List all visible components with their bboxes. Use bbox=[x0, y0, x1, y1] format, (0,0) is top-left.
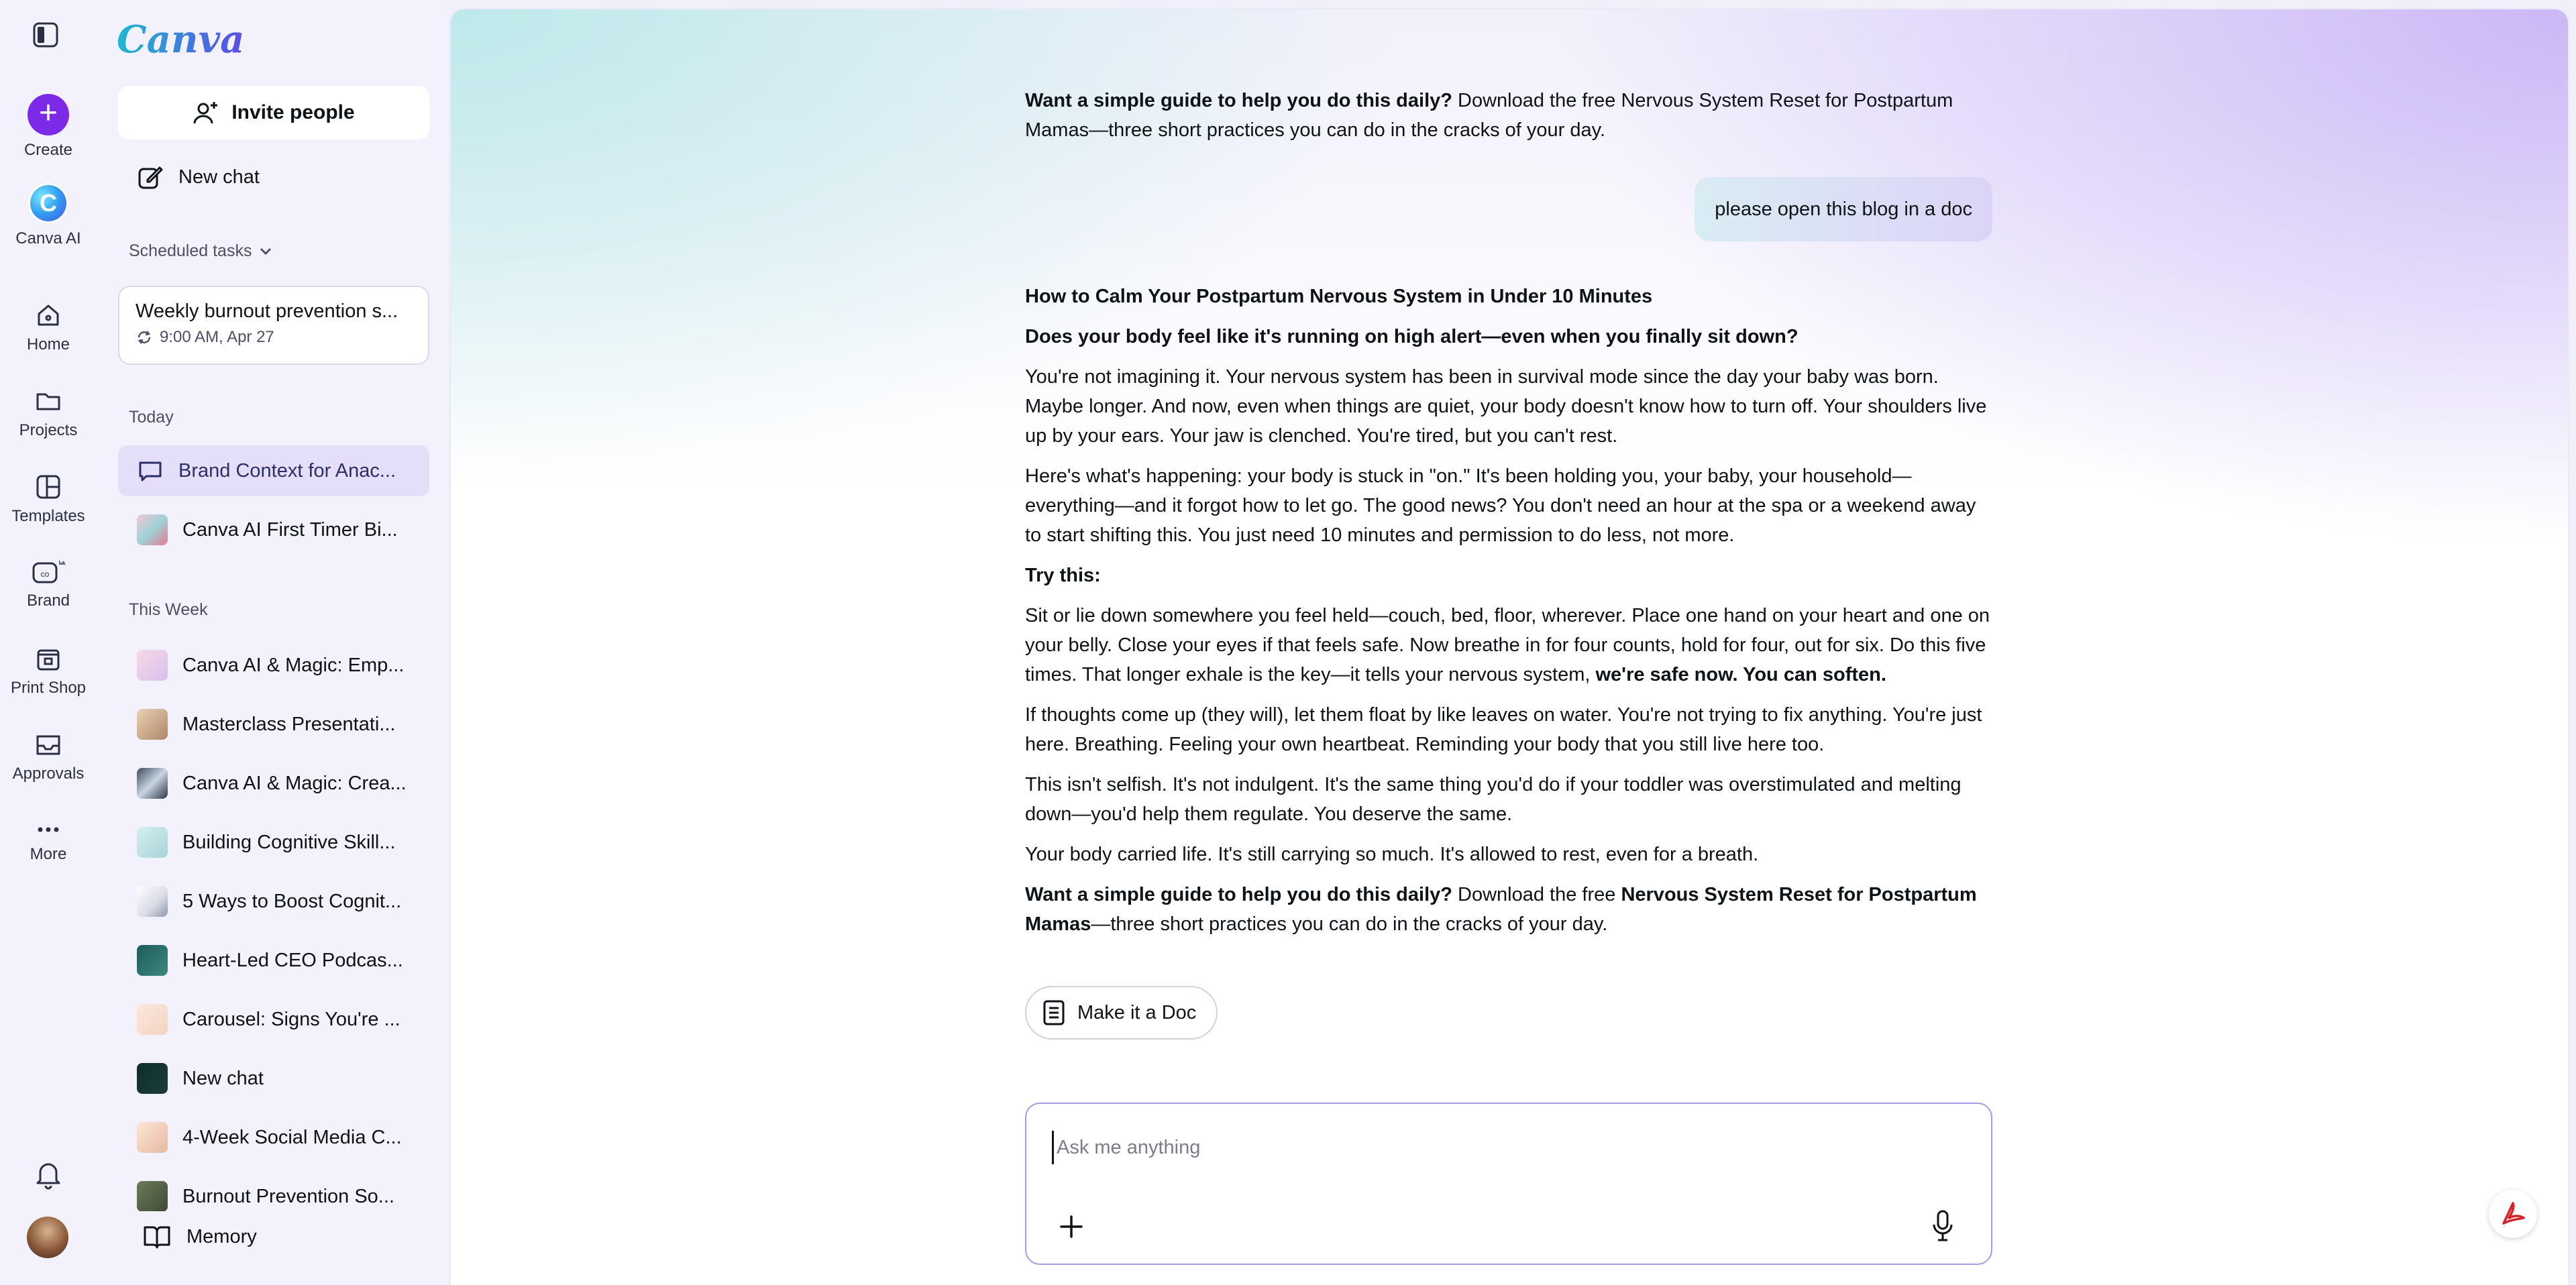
blog-paragraph-bold: we're safe now. You can soften. bbox=[1595, 664, 1886, 685]
inbox-icon bbox=[34, 730, 63, 759]
rail-home-label: Home bbox=[26, 335, 70, 353]
rail-canva-ai-label: Canva AI bbox=[15, 229, 81, 247]
rail-more-label: More bbox=[30, 845, 67, 863]
chat-item-label: Masterclass Presentati... bbox=[182, 713, 396, 735]
chat-item-label: Brand Context for Anac... bbox=[178, 459, 396, 482]
this-week-heading-label: This Week bbox=[129, 600, 208, 619]
composer bbox=[1025, 1103, 1992, 1265]
invite-people-label: Invite people bbox=[231, 101, 355, 123]
sidebar-toggle-icon[interactable] bbox=[32, 21, 62, 48]
previous-cta-bold: Want a simple guide to help you do this daily? bbox=[1025, 90, 1452, 111]
chat-item[interactable] bbox=[118, 876, 429, 927]
folder-icon bbox=[34, 386, 63, 416]
rail-print-shop-label: Print Shop bbox=[10, 679, 87, 697]
rail-approvals[interactable] bbox=[0, 730, 97, 783]
chat-item-label: Burnout Prevention So... bbox=[182, 1185, 394, 1207]
canva-ai-icon: C bbox=[28, 182, 69, 224]
chat-thumbnail bbox=[137, 1181, 168, 1212]
chat-item[interactable] bbox=[118, 817, 429, 868]
scheduled-task-time bbox=[136, 328, 412, 347]
avatar[interactable] bbox=[27, 1217, 68, 1258]
blog-paragraph: If thoughts come up (they will), let them float by like leaves on water. You're not trying to fix anything. You're just here. Breathing. Feeling your own heartbeat. Reminding your body that you still live here too. bbox=[1025, 704, 1982, 755]
canva-logo[interactable]: Canva bbox=[117, 17, 245, 62]
repeat-icon bbox=[136, 329, 153, 346]
chat-item[interactable] bbox=[118, 935, 429, 986]
blog-paragraph bbox=[1025, 601, 1992, 689]
chat-item-label: Canva AI & Magic: Crea... bbox=[182, 772, 407, 794]
chat-item[interactable] bbox=[118, 758, 429, 809]
scheduled-tasks-label: Scheduled tasks bbox=[129, 241, 252, 260]
chat-thumbnail bbox=[137, 827, 168, 858]
rail-canva-ai[interactable] bbox=[0, 182, 97, 248]
chat-thumbnail bbox=[137, 945, 168, 976]
icon-rail bbox=[0, 0, 97, 1285]
scheduled-tasks-heading[interactable] bbox=[129, 241, 273, 261]
make-it-a-doc-label: Make it a Doc bbox=[1077, 1002, 1197, 1023]
rail-home[interactable] bbox=[0, 300, 97, 354]
blog-paragraph: This isn't selfish. It's not indulgent. It's the same thing you'd do if your toddler was overstimulated and melting down—you'd help them regulate. You deserve the same. bbox=[1025, 774, 1962, 825]
templates-icon bbox=[34, 472, 63, 502]
home-icon bbox=[34, 300, 63, 330]
rail-create[interactable] bbox=[0, 94, 97, 160]
previous-cta-text: Download the free Nervous System Reset for Postpartum Mamas—three short practices you can do in the cracks of your day. bbox=[1025, 90, 1953, 141]
user-message: please open this blog in a doc bbox=[1695, 177, 1992, 241]
chat-thumbnail bbox=[137, 514, 168, 545]
chat-thumbnail bbox=[137, 1063, 168, 1094]
new-chat-button[interactable] bbox=[118, 152, 429, 203]
scheduled-task-card[interactable] bbox=[118, 286, 429, 365]
today-heading-label: Today bbox=[129, 408, 174, 427]
blog-paragraph: You're not imagining it. Your nervous system has been in survival mode since the day your baby was born. Maybe longer. And now, even when things are quiet, your body doesn't know how to turn off. Your shoulders live up by your ears. Your jaw is clenched. You're tired, but you can't rest. bbox=[1025, 366, 1987, 447]
blog-paragraph-text: Sit or lie down somewhere you feel held—couch, bed, floor, wherever. Place one hand on your heart and one on your belly. Close your eyes if that feels safe. Now breathe in for four counts, hold for four, out for six. Do this five times. That longer exhale is the key—it tells your nervous system, bbox=[1025, 605, 1990, 685]
chat-bubble-icon bbox=[137, 457, 164, 484]
chat-thumbnail bbox=[137, 1122, 168, 1153]
chat-item[interactable] bbox=[118, 699, 429, 750]
chat-item[interactable] bbox=[118, 1053, 429, 1104]
rail-templates[interactable] bbox=[0, 472, 97, 526]
chat-item-label: Canva AI & Magic: Emp... bbox=[182, 654, 405, 676]
scheduled-task-time-label: 9:00 AM, Apr 27 bbox=[160, 328, 274, 346]
chat-thumbnail bbox=[137, 768, 168, 799]
blog-cta-end: —three short practices you can do in the cracks of your day. bbox=[1091, 913, 1608, 935]
chat-item[interactable] bbox=[118, 1112, 429, 1163]
sidebar bbox=[97, 0, 448, 1285]
previous-cta bbox=[1025, 86, 1992, 145]
chat-thumbnail bbox=[137, 886, 168, 917]
print-shop-icon bbox=[34, 644, 63, 673]
blog-cta bbox=[1025, 880, 1992, 939]
chat-item[interactable] bbox=[118, 994, 429, 1045]
acrobat-icon bbox=[2498, 1199, 2528, 1229]
plus-icon: + bbox=[28, 94, 69, 135]
chat-item-label: New chat bbox=[182, 1067, 264, 1089]
make-it-a-doc-button[interactable] bbox=[1025, 986, 1218, 1040]
plus-icon[interactable] bbox=[1056, 1211, 1087, 1242]
rail-brand-label: Brand bbox=[26, 592, 70, 610]
chat-item-label: Carousel: Signs You're ... bbox=[182, 1008, 400, 1030]
blog-cta-text: Download the free bbox=[1452, 884, 1621, 905]
rail-projects[interactable] bbox=[0, 386, 97, 440]
blog-paragraph: Here's what's happening: your body is stuck in "on." It's been holding you, your baby, your household—everything—and it forgot how to let go. The good news? You don't need an hour at the spa or a weekend away to start shifting this. You just need 10 minutes and permission to do less, not more. bbox=[1025, 465, 1976, 546]
invite-people-button[interactable] bbox=[118, 86, 429, 139]
chat-item-label: 4-Week Social Media C... bbox=[182, 1126, 402, 1148]
scheduled-task-title: Weekly burnout prevention s... bbox=[136, 300, 398, 322]
blog-heading bbox=[1025, 561, 1992, 590]
blog-paragraph: Your body carried life. It's still carrying so much. It's allowed to rest, even for a breath. bbox=[1025, 844, 1759, 865]
document-icon bbox=[1042, 999, 1065, 1026]
chat-item-label: Building Cognitive Skill... bbox=[182, 831, 396, 853]
add-user-icon bbox=[193, 99, 219, 126]
microphone-icon[interactable] bbox=[1929, 1209, 1956, 1243]
brand-icon bbox=[28, 557, 68, 586]
blog-cta-product: Nervous System Reset for Postpartum Mamas bbox=[1025, 884, 1977, 935]
book-icon bbox=[142, 1223, 172, 1250]
blog-subtitle bbox=[1025, 322, 1992, 351]
rail-approvals-label: Approvals bbox=[12, 765, 85, 783]
new-chat-label: New chat bbox=[178, 166, 260, 188]
chat-thumbnail bbox=[137, 709, 168, 740]
memory-button[interactable] bbox=[118, 1211, 429, 1262]
chat-item-label: Canva AI First Timer Bi... bbox=[182, 518, 398, 541]
assistant-message bbox=[1025, 282, 1992, 950]
chat-item[interactable] bbox=[118, 504, 429, 555]
memory-label: Memory bbox=[186, 1225, 257, 1247]
chat-item[interactable] bbox=[118, 640, 429, 691]
blog-cta-bold: Want a simple guide to help you do this daily? bbox=[1025, 884, 1452, 905]
chat-thumbnail bbox=[137, 650, 168, 681]
chevron-down-icon bbox=[258, 244, 273, 259]
svg-text:co: co bbox=[40, 569, 50, 579]
today-heading bbox=[129, 408, 174, 427]
chat-panel bbox=[451, 9, 2568, 1285]
chat-item-label: Heart-Led CEO Podcas... bbox=[182, 949, 403, 971]
this-week-heading bbox=[129, 600, 208, 620]
chat-thumbnail bbox=[137, 1004, 168, 1035]
bell-icon[interactable] bbox=[34, 1158, 63, 1190]
rail-templates-label: Templates bbox=[11, 507, 85, 525]
chat-item-label: 5 Ways to Boost Cognit... bbox=[182, 890, 402, 912]
rail-brand[interactable] bbox=[0, 557, 97, 610]
compose-icon bbox=[137, 164, 164, 190]
pdf-extension-button[interactable] bbox=[2489, 1190, 2537, 1238]
rail-projects-label: Projects bbox=[19, 421, 78, 439]
chat-item[interactable] bbox=[118, 445, 429, 496]
blog-title bbox=[1025, 282, 1992, 311]
blog-subtitle-text: Does your body feel like it's running on high alert—even when you finally sit down? bbox=[1025, 326, 1799, 347]
rail-create-label: Create bbox=[23, 141, 73, 159]
more-dots-icon bbox=[34, 820, 63, 840]
blog-heading-text: Try this: bbox=[1025, 565, 1101, 586]
blog-title-text: How to Calm Your Postpartum Nervous System in Under 10 Minutes bbox=[1025, 286, 1653, 307]
rail-more[interactable] bbox=[0, 820, 97, 864]
rail-print-shop[interactable] bbox=[0, 644, 97, 697]
chat-input[interactable] bbox=[1052, 1131, 1857, 1164]
